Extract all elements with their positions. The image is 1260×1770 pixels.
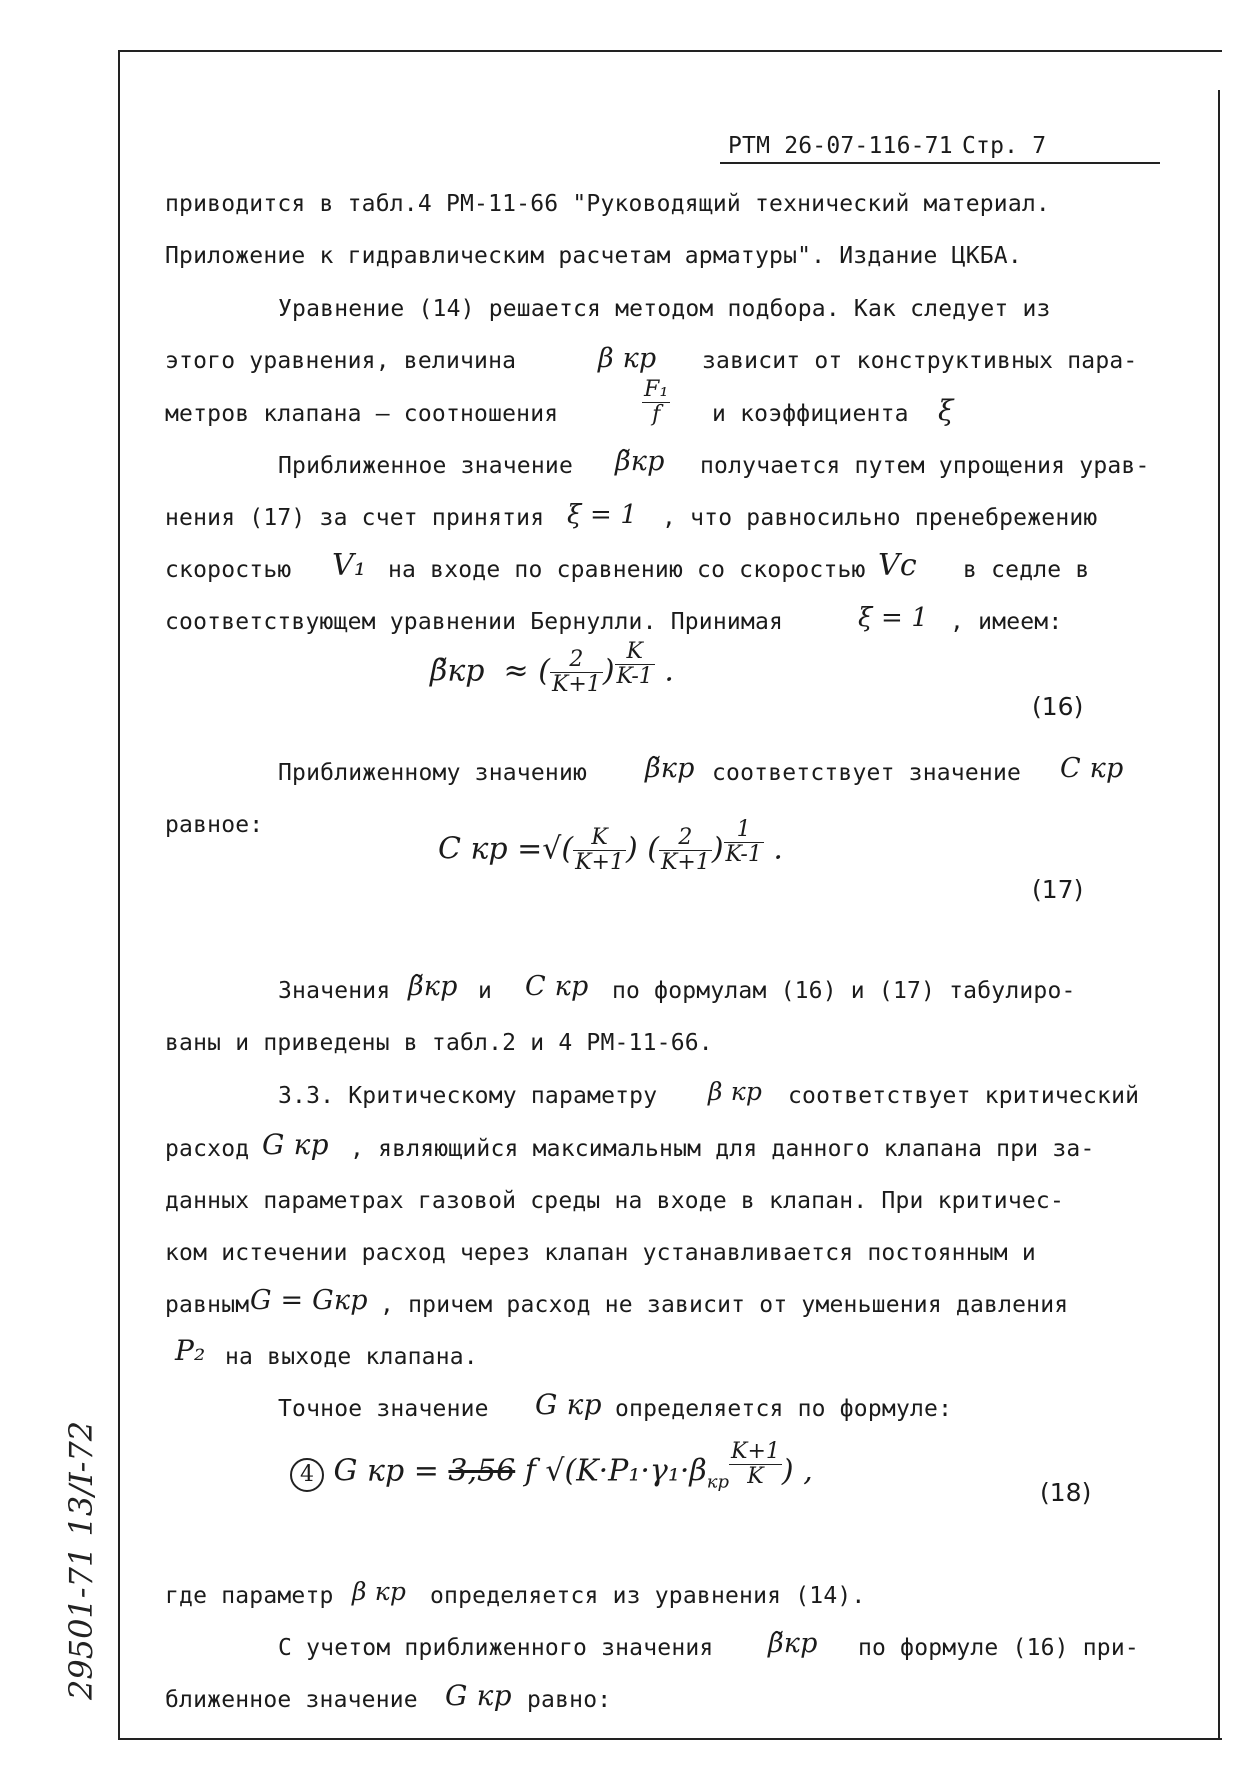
equation-18-number: (18) — [1040, 1478, 1092, 1507]
eq18-sqrt: √(K·P₁·γ₁·β — [545, 1453, 707, 1489]
xi-equals-one: ξ = 1 — [858, 603, 929, 633]
vc-symbol: Vc — [878, 548, 917, 583]
text-line: нения (17) за счет принятия — [165, 505, 545, 531]
text-line: , что равносильно пренебрежению — [662, 505, 1098, 531]
eq18-comma: , — [803, 1453, 813, 1489]
g-kr-symbol: G кр — [535, 1388, 602, 1421]
equation-17: C кр =√( $\frac{K}{K+1}$ ) ( $\frac{2}{K+1}$ ) $^{\frac{1}{K-1}}$ . — [438, 817, 783, 876]
text-line: равно: — [527, 1687, 612, 1713]
beta-kr-symbol: β кр — [352, 1577, 407, 1606]
v1-symbol: V₁ — [332, 548, 367, 583]
circled-number: 4 — [290, 1458, 324, 1492]
text-line: на выходе клапана. — [225, 1344, 478, 1370]
eq18-close: ) — [781, 1453, 794, 1489]
ratio-denominator: f — [652, 402, 661, 428]
text-line: ваны и приведены в табл.2 и 4 РМ-11-66. — [165, 1030, 713, 1056]
text-line: , являющийся максимальным для данного клапана при за- — [350, 1136, 1095, 1162]
equation-16: β̃кр ≈ ( $\frac{2}{K+1}$ ) $^{\frac{K}{K-1}}$ . — [430, 639, 674, 698]
beta-tilde-kr-symbol: β̃кр — [645, 753, 695, 784]
page-label: Стр. 7 — [962, 133, 1047, 159]
text-line: этого уравнения, величина — [165, 348, 517, 374]
equation-17-number: (17) — [1032, 875, 1084, 904]
text-line: 3.3. Критическому параметру — [278, 1083, 658, 1109]
eq17-fraction-denominator: K+1 — [660, 850, 710, 876]
equation-16-number: (16) — [1032, 692, 1084, 721]
c-kr-symbol: C кр — [1060, 753, 1124, 784]
g-kr-symbol: G кр — [262, 1128, 329, 1161]
text-line: Значения — [278, 978, 391, 1004]
doc-code: РТМ 26-07-116-71 — [728, 133, 953, 159]
struck-coefficient: 3,56 — [448, 1453, 516, 1489]
text-line: , имеем: — [950, 609, 1063, 635]
text-line: расход — [165, 1136, 250, 1162]
eq18-exponent-numerator: K+1 — [731, 1439, 780, 1464]
text-line: метров клапана — соотношения — [165, 401, 559, 427]
eq18-subscript: кр — [706, 1471, 730, 1493]
text-line: на входе по сравнению со скоростью — [388, 557, 866, 583]
text-line: по формуле (16) при- — [858, 1635, 1139, 1661]
p2-symbol: P₂ — [175, 1334, 206, 1367]
header-rule — [720, 162, 1160, 164]
text-line: Приложение к гидравлическим расчетам арматуры". Издание ЦКБА. — [165, 243, 1022, 269]
text-line: равным — [165, 1292, 250, 1318]
text-line: Приближенному значению — [278, 760, 588, 786]
g-equals-gkr: G = Gкр — [250, 1285, 368, 1316]
xi-equals-one: ξ = 1 — [567, 500, 638, 530]
beta-kr-symbol: β кр — [598, 343, 657, 374]
beta-tilde-kr-symbol: β̃кр — [615, 446, 665, 477]
ratio-numerator: F₁ — [644, 377, 669, 402]
eq17-exponent-denominator: K-1 — [725, 842, 762, 868]
eq18-equals: = — [413, 1453, 439, 1489]
eq16-exponent-denominator: K-1 — [616, 664, 653, 690]
text-line: по формулам (16) и (17) табулиро- — [612, 978, 1076, 1004]
g-kr-symbol: G кр — [333, 1453, 405, 1489]
ratio-fraction — [642, 378, 670, 427]
beta-tilde-kr-symbol: β̃кр — [768, 1628, 818, 1659]
text-line: определяется из уравнения (14). — [430, 1583, 866, 1609]
text-line: , причем расход не зависит от уменьшения давления — [380, 1292, 1069, 1318]
text-line: ком истечении расход через клапан устанавливается постоянным и — [165, 1240, 1036, 1266]
eq17-sqrt: =√( — [517, 831, 574, 867]
eq16-fraction-denominator: K+1 — [551, 672, 601, 698]
eq16-fraction-numerator: 2 — [550, 648, 603, 673]
c-kr-symbol: C кр — [525, 971, 589, 1002]
approx-sign: ≈ ( — [494, 653, 550, 689]
text-line: в седле в — [963, 557, 1090, 583]
eq16-period: . — [664, 653, 674, 689]
text-line: Приближенное значение — [278, 453, 573, 479]
beta-tilde-kr-symbol: β̃кр — [408, 971, 458, 1002]
eq17-period: . — [773, 831, 783, 867]
g-kr-symbol: G кр — [445, 1679, 512, 1712]
text-line: ближенное значение — [165, 1687, 418, 1713]
text-line: скоростью — [165, 557, 292, 583]
eq17-sqrt-numerator: K — [573, 826, 626, 851]
beta-kr-symbol: β кр — [708, 1077, 763, 1106]
text-line: данных параметрах газовой среды на входе в клапан. При критичес- — [165, 1188, 1065, 1214]
xi-symbol: ξ — [938, 394, 954, 427]
c-kr-symbol: C кр — [438, 831, 508, 867]
eq17-sqrt-denominator: K+1 — [575, 850, 624, 876]
text-line: Уравнение (14) решается методом подбора. Как следует из — [278, 296, 1051, 322]
text-line: соответствует критический — [788, 1083, 1140, 1109]
eq17-fraction-numerator: 2 — [659, 826, 712, 851]
text-line: С учетом приближенного значения — [278, 1635, 714, 1661]
eq16-exponent-numerator: K — [615, 640, 655, 665]
text-line: и — [478, 978, 493, 1004]
margin-handwritten-note: 29501-71 13/I-72 — [62, 1420, 100, 1700]
page-frame-right-edge — [1218, 90, 1220, 1738]
equation-18 — [290, 1440, 813, 1493]
beta-tilde-kr-symbol: β̃кр — [430, 653, 485, 689]
eq18-exponent-denominator: K — [747, 1464, 764, 1490]
text-line: соответствует значение — [712, 760, 1022, 786]
text-line: приводится в табл.4 РМ-11-66 "Руководящий технический материал. — [165, 191, 1050, 217]
text-line: определяется по формуле: — [615, 1396, 953, 1422]
f-symbol: f — [524, 1453, 536, 1489]
text-line: и коэффициента — [712, 401, 909, 427]
text-line: равное: — [165, 812, 264, 838]
eq17-exponent-numerator: 1 — [724, 818, 764, 843]
text-line: получается путем упрощения урав- — [700, 453, 1150, 479]
text-line: где параметр — [165, 1583, 334, 1609]
text-line: зависит от конструктивных пара- — [702, 348, 1138, 374]
text-line: Точное значение — [278, 1396, 489, 1422]
text-line: соответствующем уравнении Бернулли. Принимая — [165, 609, 784, 635]
